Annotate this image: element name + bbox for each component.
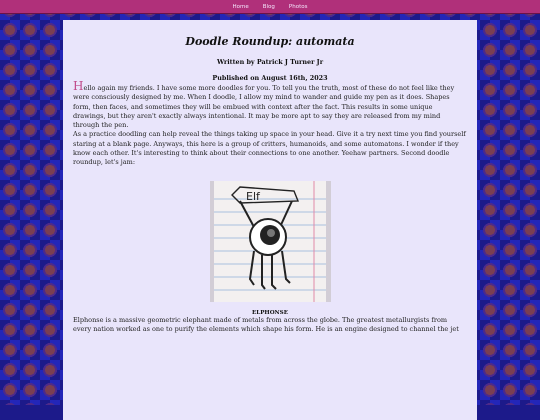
drop-cap: H: [73, 79, 84, 93]
top-nav: [0, 0, 540, 14]
paragraph-practice: As a practice doodling can help reveal the things taking up space in your head. Give it a try next time you find yourself staring at a blank page. Anyways, this here is a group of critters, humanoids, and some automatons. I wonder if they know each other. It's interesting to think about their connections to one another. Yeehaw partners. Second doodle roundup, let's jam:: [73, 130, 466, 167]
post-author: Written by Patrick J Turner Jr: [216, 58, 324, 66]
doodle-image-elphonse: [210, 181, 331, 302]
paragraph-intro-text: ello again my friends. I have some more doodles for you. To tell you the truth, most of these do not feel like they were consciously designed by me. When I doodle, I allow my mind to wander and guide my pen as it does. Shapes form, then faces, and sometimes they will be embued with context after the fact. This results in some unique drawings, but they aren't exactly always intentional. It may be more apt to say they are released from my mind through the pen.: [73, 84, 455, 130]
paragraph-elphonse: Elphonse is a massive geometric elephant made of metals from across the globe. The greatest metallurgists from every nation worked as one to purify the elements which shape his form. He is an engine designed to channel the jet: [73, 315, 459, 333]
nav-blog-link[interactable]: Blog: [262, 3, 275, 10]
post-title: Doodle Roundup: automata: [185, 35, 355, 48]
paragraph-intro: [73, 79, 467, 130]
post-content: [63, 20, 477, 420]
doodle-sign-text: Elf: [245, 189, 260, 203]
nav-photos-link[interactable]: Photos: [288, 3, 308, 10]
nav-home-link[interactable]: Home: [232, 3, 249, 10]
post-date: Published on August 16th, 2023: [212, 74, 328, 82]
figure-caption: ELPHONSE: [252, 309, 288, 316]
